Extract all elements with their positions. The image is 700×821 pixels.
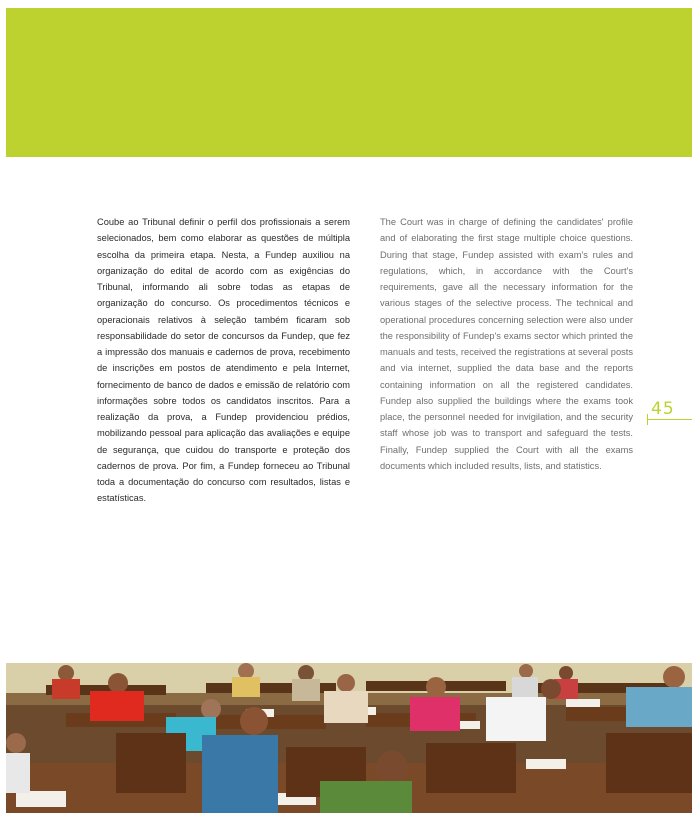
page-number-rule (647, 419, 692, 420)
exam-room-photo (6, 663, 692, 813)
body-text-portuguese: Coube ao Tribunal definir o perfil dos profissionais a serem selecionados, bem como elaborar as questões de múltipla escolha da primeira etapa. Nesta, a Fundep auxiliou na organização do edital de acordo com as exigências do Tribunal, informando ali sobre todas as etapas de organização do concurso. Os procedimentos técnicos e operacionais relativos à seleção também ficaram sob responsabilidade do setor de concursos da Fundep, que fez a impressão dos manuais e cadernos de prova, recebimento de inscrições em postos de atendimento e pela Internet, fornecimento de banco de dados e emissão de relatório com informações sobre todos os candidatos inscritos. Para a realização da prova, a Fundep providenciou prédios, mobilizando pessoal para aplicação das avaliações e equipe de segurança, que cuidou do transporte e proteção dos cadernos de prova. Por fim, a Fundep forneceu ao Tribunal toda a documentação do concurso com resultados, listas e estatísticas. (97, 217, 350, 504)
body-text-english: The Court was in charge of defining the candidates' profile and of elaborating the first stage multiple choice questions. During that stage, Fundep assisted with exam's rules and regulations, which, in accordance with the Court's requirements, gave all the necessary information for the various stages of the selective process. The technical and operational procedures concerning selection were also under the responsibility of Fundep's exams sector which printed the manuals and tests, received the registrations at several posts and via internet, supplied the data base and the reports containing information on all the registered candidates. Fundep also supplied the buildings where the exams took place, the personnel needed for invigilation, and the security staff whose job was to transport and safeguard the tests. Finally, Fundep supplied the Court with all the exams documents which included results, lists, and statistics. (380, 217, 633, 471)
top-accent-banner (6, 8, 692, 157)
page-number: 45 (651, 399, 675, 419)
